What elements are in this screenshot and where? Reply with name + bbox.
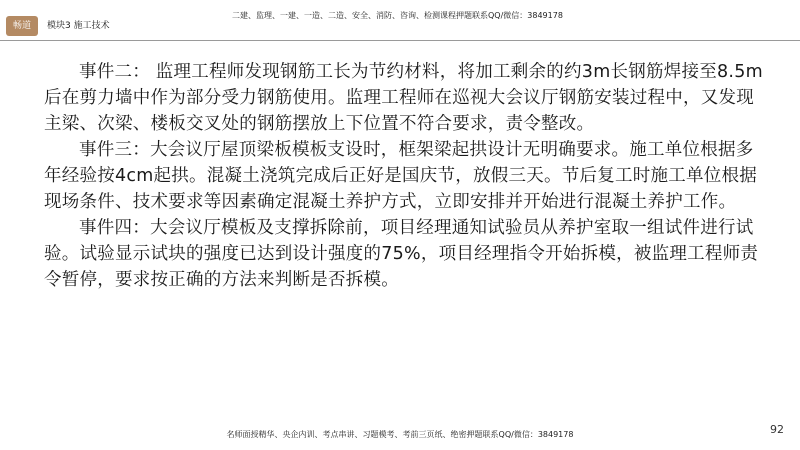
module-title: 模块3 施工技术: [47, 21, 110, 31]
document-body: [44, 59, 764, 293]
page-number: 92: [770, 423, 784, 436]
page-header: [0, 0, 800, 40]
paragraph-event-3: 事件三：大会议厅屋顶梁板模板支设时，框架梁起拱设计无明确要求。施工单位根据多 年经验按4cm起拱。混凝土浇筑完成后正好是国庆节，放假三天。节后复工时施工单位根据 现场条件、技术要求等因素确定混凝土养护方式，立即安排并开始进行混凝土养护工作。: [44, 140, 758, 212]
paragraph-event-4: 事件四：大会议厅模板及支撑拆除前，项目经理通知试验员从养护室取一组试件进行试 验。试验显示试块的强度已达到设计强度的75%，项目经理指令开始拆模，被监理工程师责 令暂停，要求按正确的方法来判断是否拆模。: [44, 218, 759, 290]
header-banner: 二建、监理、一建、一造、二造、安全、消防、咨询、检测课程押题联系QQ/微信：3849178: [232, 11, 563, 20]
paragraph-event-2: 事件二： 监理工程师发现钢筋工长为节约材料，将加工剩余的约3m长钢筋焊接至8.5m 后在剪力墙中作为部分受力钢筋使用。监理工程师在巡视大会议厅钢筋安装过程中，又发现 主梁、次梁、楼板交叉处的钢筋摆放上下位置不符合要求，责令整改。: [44, 62, 763, 134]
page-footer: 名师面授精华、央企内训、考点串讲、习题模考、考前三页纸、绝密押题联系QQ/微信：3849178: [226, 430, 574, 439]
brand-logo: 畅道: [6, 16, 38, 36]
header-divider: [0, 40, 800, 41]
